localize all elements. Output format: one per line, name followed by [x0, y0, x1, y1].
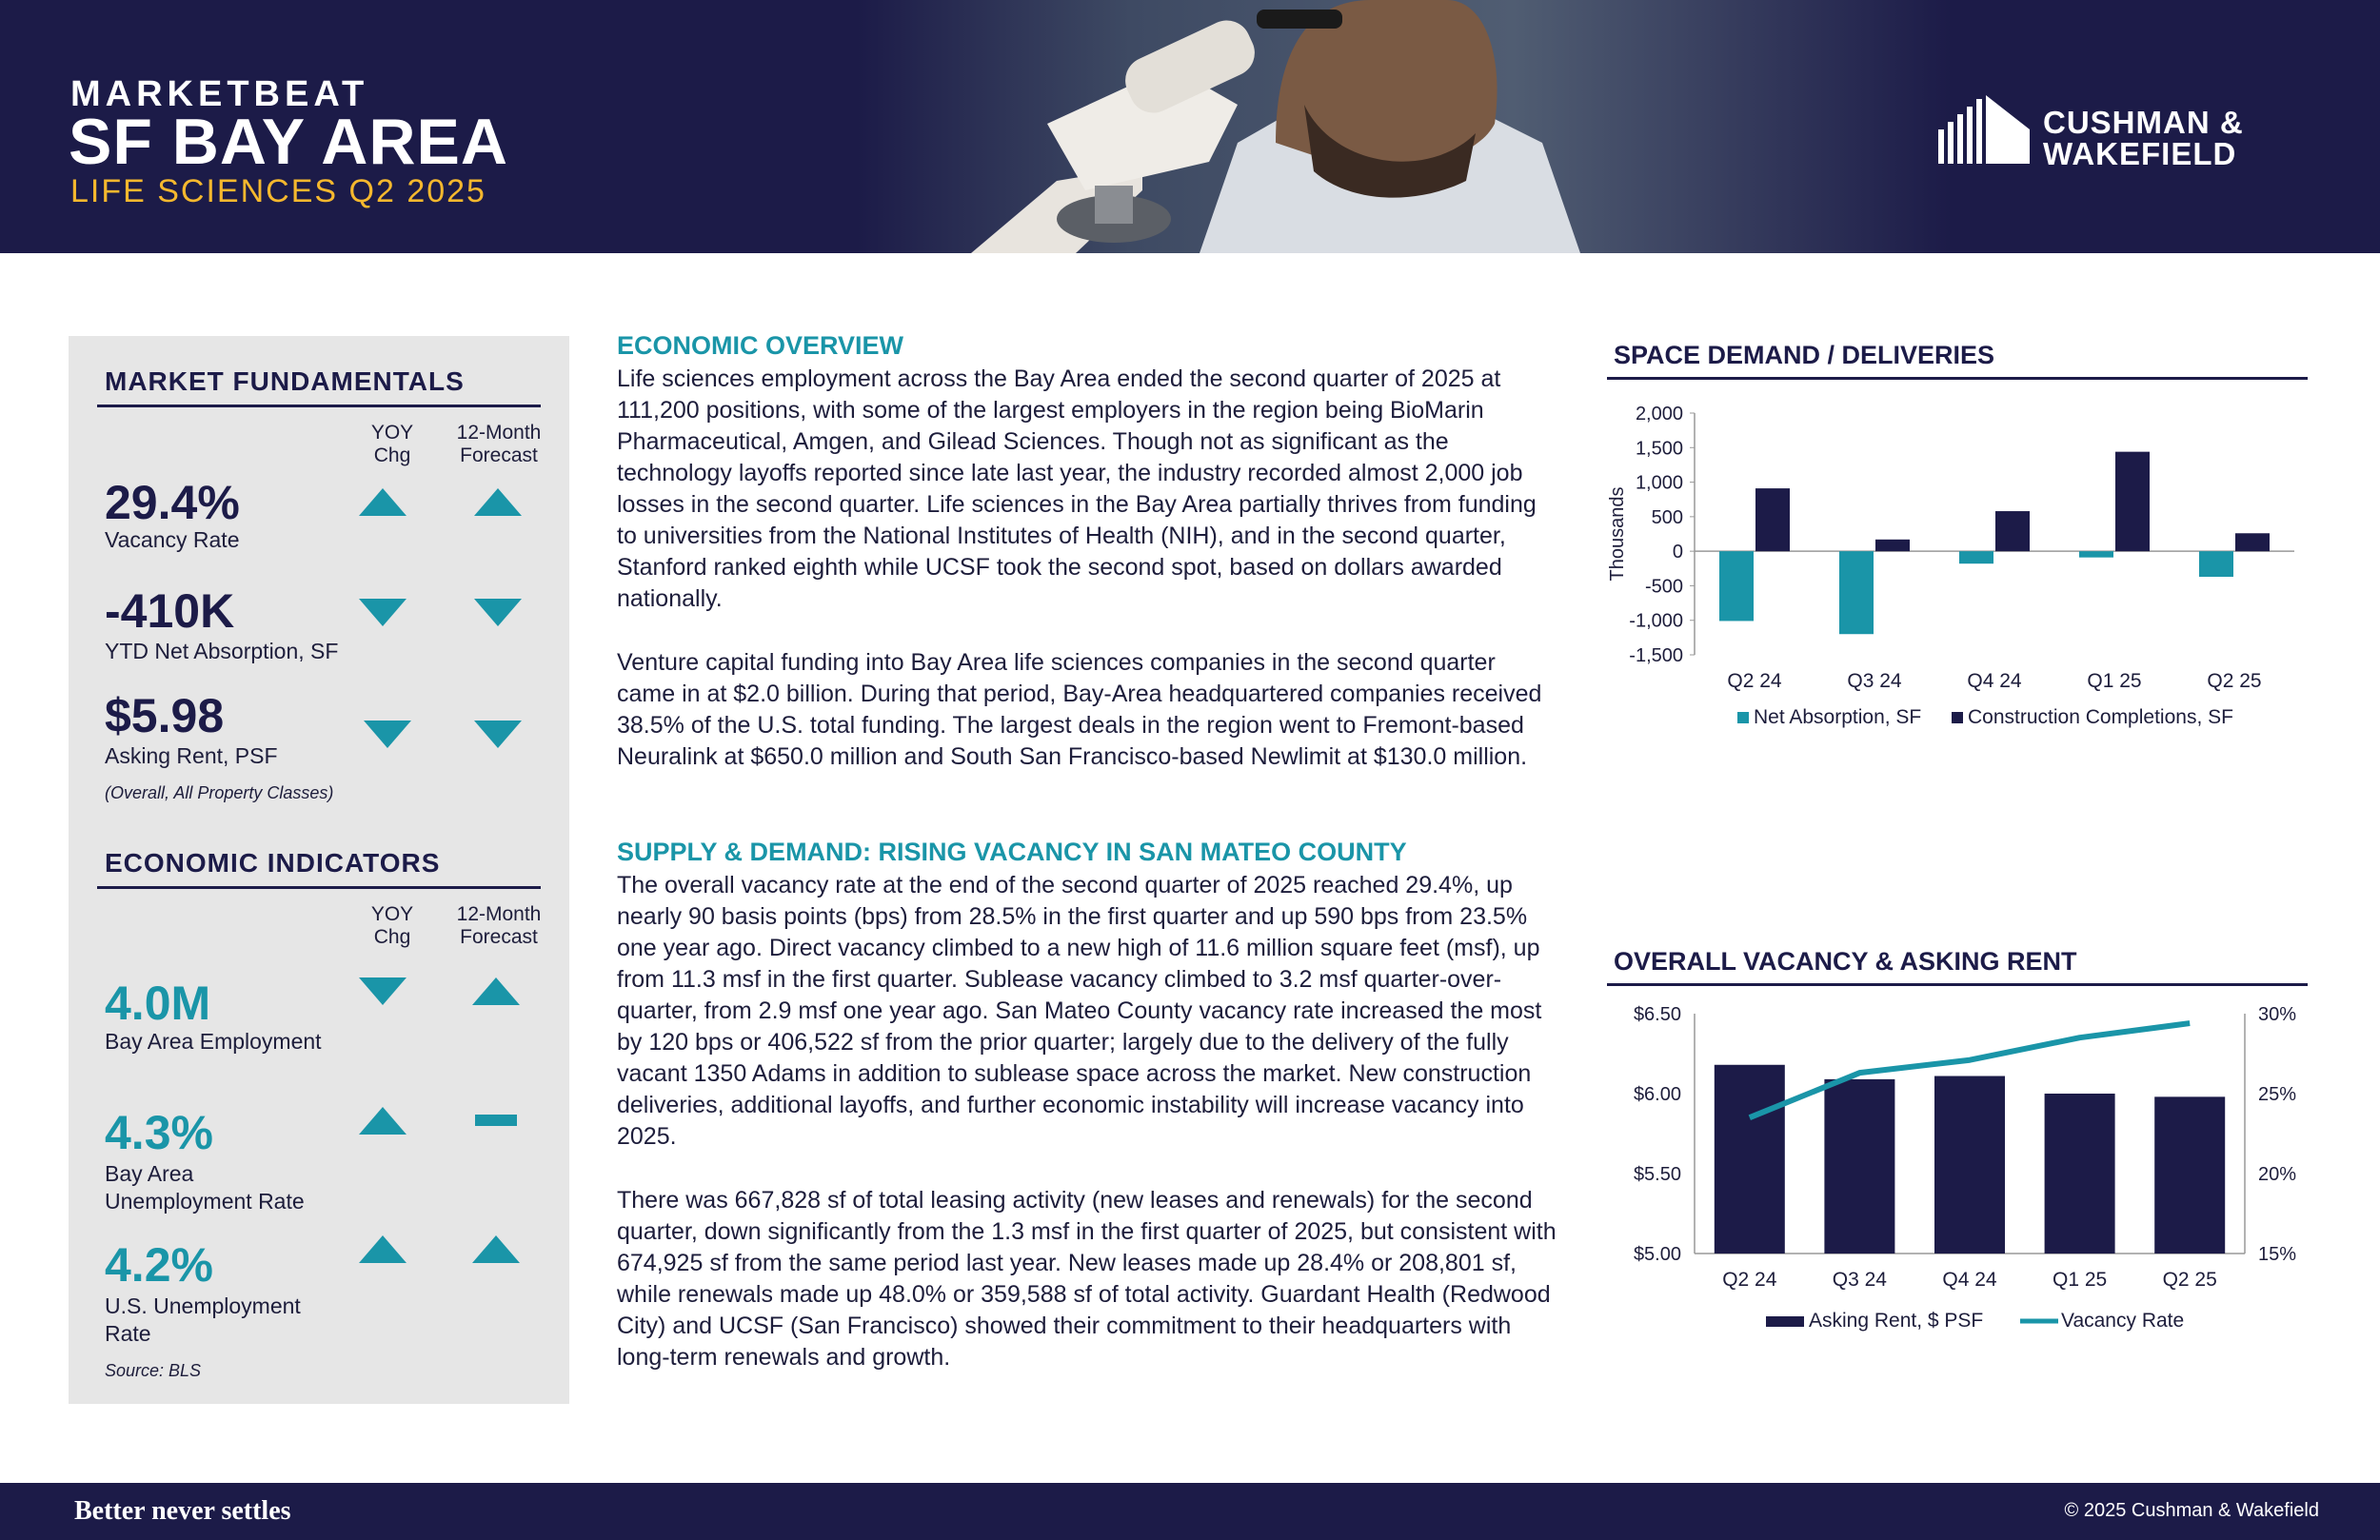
right-tick-label: 30% [2258, 1004, 2297, 1025]
supply-demand-title: SUPPLY & DEMAND: RISING VACANCY IN SAN MATEO COUNTY [617, 838, 1407, 866]
vacancy-rent-chart [1599, 995, 2323, 1347]
net-absorption-bar [1959, 551, 1993, 563]
logo-wordmark [2043, 107, 2244, 169]
legend-label: Net Absorption, SF [1754, 706, 1922, 728]
asking-rent-bar [2154, 1096, 2225, 1254]
economic-indicators-heading: ECONOMIC INDICATORS [105, 848, 441, 878]
economic-overview-paragraph-2: Venture capital funding into Bay Area life sciences companies in the second quarter came in at $2.0 billion. During that period, Bay-Area headquartered companies received 38.5% of the U.S. total funding. The largest deals in the region went to Fremont-based Neuralink at $650.0 million and South San Francisco-based Newlimit at $130.0 million. [617, 649, 1542, 770]
construction-completions-bar [2115, 452, 2150, 552]
net-absorption-bar [2199, 551, 2233, 577]
y-tick-label: 1,000 [1635, 472, 1683, 494]
vacancy-rate-value: 29.4% [105, 476, 240, 529]
y-tick-label: 1,500 [1635, 438, 1683, 460]
left-tick-label: $5.00 [1633, 1244, 1681, 1265]
asking-rent-value: $5.98 [105, 689, 225, 742]
x-tick-label: Q4 24 [1967, 670, 2022, 692]
heading-rule [97, 405, 541, 407]
forecast-header-line-2: Forecast [460, 926, 538, 948]
net-absorption-bar [1839, 551, 1874, 634]
yoy-down-arrow-icon [364, 721, 411, 748]
construction-completions-bar [1755, 488, 1790, 551]
y-tick-label: -1,000 [1629, 610, 1683, 632]
left-tick-label: $6.50 [1633, 1004, 1681, 1025]
forecast-down-arrow-icon [474, 721, 522, 748]
logo-line-1: CUSHMAN & [2043, 105, 2244, 140]
yoy-up-arrow-icon [359, 1107, 407, 1135]
asking-rent-bar [1824, 1079, 1894, 1254]
x-tick-label: Q2 24 [1722, 1269, 1777, 1291]
yoy-down-arrow-icon [359, 599, 407, 626]
y-tick-label: 0 [1672, 542, 1683, 563]
x-tick-label: Q1 25 [2087, 670, 2142, 692]
right-tick-label: 25% [2258, 1084, 2297, 1105]
forecast-header-line-2: Forecast [460, 444, 538, 466]
us-unemployment-value: 4.2% [105, 1238, 213, 1292]
economic-overview-paragraph-1: Life sciences employment across the Bay Area ended the second quarter of 2025 at 111,200 positions, with some of the largest employers in the region being BioMarin Pharmaceutical, Amgen, and Gilead Sciences. Though not as significant as the technology layoffs reported since late last year, the industry recorded almost 2,000 job losses in the second quarter. Life sciences in the Bay Area partially thrives from funding to universities from the National Institutes of Health (NIH), and in the second quarter, Stanford ranked eighth while UCSF took the second spot, based on dollars awarded nationally. [617, 365, 1537, 612]
supply-demand-paragraph-2: There was 667,828 sf of total leasing activity (new leases and renewals) for the second quarter, down significantly from the 1.3 msf in the first quarter of 2025, but consistent with 674,925 sf from the same period last year. New leases made up 28.4% or 208,801 sf, while renewals made up 48.0% or 359,588 sf of total activity. Guardant Health (Redwood City) and UCSF (San Francisco) showed their commitment to their headquarters with long-term renewals and growth. [617, 1187, 1557, 1371]
construction-completions-bar [1995, 511, 2030, 551]
x-tick-label: Q2 25 [2162, 1269, 2217, 1291]
supply-demand-paragraph-1: The overall vacancy rate at the end of the second quarter of 2025 reached 29.4%, up nearly 90 basis points (bps) from 28.5% in the first quarter and up 590 bps from 23.5% one year ago. Direct vacancy climbed to a new high of 11.6 million square feet (msf), up from 11.3 msf in the first quarter. Sublease vacancy climbed to 3.2 msf quarter-over-quarter, from 2.9 msf one year ago. San Mateo County vacancy rate increased the most by 120 bps or 406,522 sf from the prior quarter; largely due to the delivery of the fully vacant 1350 Adams in addition to sublease space across the market. New construction deliveries, additional layoffs, and further economic instability will increase vacancy into 2025. [617, 872, 1542, 1150]
bay-area-unemployment-label [105, 1160, 305, 1215]
us-unemployment-label [105, 1293, 301, 1348]
asking-rent-bar [1934, 1076, 2005, 1254]
chg-header-line: Chg [373, 926, 411, 948]
legend-label: Construction Completions, SF [1968, 706, 2233, 728]
x-tick-label: Q2 25 [2207, 670, 2262, 692]
net-absorption-bar [2079, 551, 2113, 558]
net-absorption-bar [1719, 551, 1754, 621]
yoy-down-arrow-icon [359, 977, 407, 1005]
right-tick-label: 20% [2258, 1164, 2297, 1185]
asking-rent-bar [1715, 1065, 1785, 1254]
legend-label: Vacancy Rate [2061, 1310, 2185, 1332]
x-tick-label: Q3 24 [1847, 670, 1902, 692]
construction-completions-bar [1875, 540, 1910, 551]
scientist-microscope-photo [857, 0, 1952, 253]
right-tick-label: 15% [2258, 1244, 2297, 1265]
yoy-up-arrow-icon [359, 1235, 407, 1263]
legend-label: Asking Rent, $ PSF [1809, 1310, 1984, 1332]
label-line-2: Rate [105, 1321, 151, 1346]
forecast-header-line-1: 12-Month [456, 903, 542, 925]
x-tick-label: Q2 24 [1727, 670, 1782, 692]
fundamentals-sidebar [69, 336, 569, 1404]
y-tick-label: 2,000 [1635, 404, 1683, 424]
y-tick-label: -1,500 [1629, 645, 1683, 666]
chart-title-rule [1607, 983, 2308, 986]
asking-rent-label: Asking Rent, PSF [105, 743, 278, 768]
forecast-column-header [442, 903, 556, 949]
chart-title-rule [1607, 377, 2308, 380]
left-tick-label: $5.50 [1633, 1164, 1681, 1185]
footer-bar [0, 1483, 2380, 1540]
net-absorption-value: -410K [105, 584, 235, 638]
economic-overview-title: ECONOMIC OVERVIEW [617, 331, 904, 360]
forecast-down-arrow-icon [474, 599, 522, 626]
forecast-column-header [442, 422, 556, 467]
market-fundamentals-heading: MARKET FUNDAMENTALS [105, 366, 465, 396]
vacancy-rent-chart-title: OVERALL VACANCY & ASKING RENT [1614, 947, 2077, 976]
y-tick-label: -500 [1644, 576, 1683, 598]
chg-header-line: Chg [373, 444, 411, 466]
forecast-header-line-1: 12-Month [456, 422, 542, 444]
legend-swatch [1737, 712, 1749, 723]
label-line-1: U.S. Unemployment [105, 1293, 301, 1318]
heading-rule [97, 886, 541, 889]
copyright: © 2025 Cushman & Wakefield [2064, 1500, 2319, 1521]
construction-completions-bar [2235, 533, 2270, 551]
yoy-column-header [354, 903, 430, 949]
yoy-column-header [354, 422, 430, 467]
bay-area-unemployment-value: 4.3% [105, 1106, 213, 1159]
space-demand-chart [1599, 390, 2323, 742]
space-demand-chart-title: SPACE DEMAND / DELIVERIES [1614, 341, 1995, 369]
logo-line-2: WAKEFIELD [2043, 136, 2237, 171]
forecast-flat-dash-icon [475, 1115, 517, 1126]
header-banner [0, 0, 2380, 253]
y-axis-label: Thousands [1607, 486, 1628, 582]
x-tick-label: Q3 24 [1832, 1269, 1888, 1291]
source-note: Source: BLS [105, 1361, 202, 1380]
forecast-up-arrow-icon [472, 977, 520, 1005]
left-tick-label: $6.00 [1633, 1084, 1681, 1105]
net-absorption-label: YTD Net Absorption, SF [105, 639, 339, 663]
employment-label: Bay Area Employment [105, 1029, 322, 1054]
yoy-header-line: YOY [370, 903, 414, 925]
report-kicker: MARKETBEAT [70, 74, 369, 114]
yoy-header-line: YOY [370, 422, 414, 444]
employment-value: 4.0M [105, 977, 211, 1030]
tagline: Better never settles [74, 1496, 291, 1526]
asking-rent-bar [2045, 1094, 2115, 1254]
forecast-up-arrow-icon [472, 1235, 520, 1263]
cushman-wakefield-logo-icon [1938, 95, 2033, 164]
report-subtitle: LIFE SCIENCES Q2 2025 [70, 173, 486, 209]
y-tick-label: 500 [1651, 506, 1683, 528]
label-line-2: Unemployment Rate [105, 1189, 305, 1214]
property-classes-note: (Overall, All Property Classes) [105, 783, 334, 802]
vacancy-rate-label: Vacancy Rate [105, 527, 240, 552]
legend-swatch [1766, 1316, 1804, 1327]
forecast-up-arrow-icon [474, 488, 522, 516]
yoy-up-arrow-icon [359, 488, 407, 516]
label-line-1: Bay Area [105, 1161, 194, 1186]
report-title: SF BAY AREA [69, 106, 508, 178]
legend-swatch [1952, 712, 1963, 723]
x-tick-label: Q1 25 [2052, 1269, 2108, 1291]
x-tick-label: Q4 24 [1942, 1269, 1997, 1291]
